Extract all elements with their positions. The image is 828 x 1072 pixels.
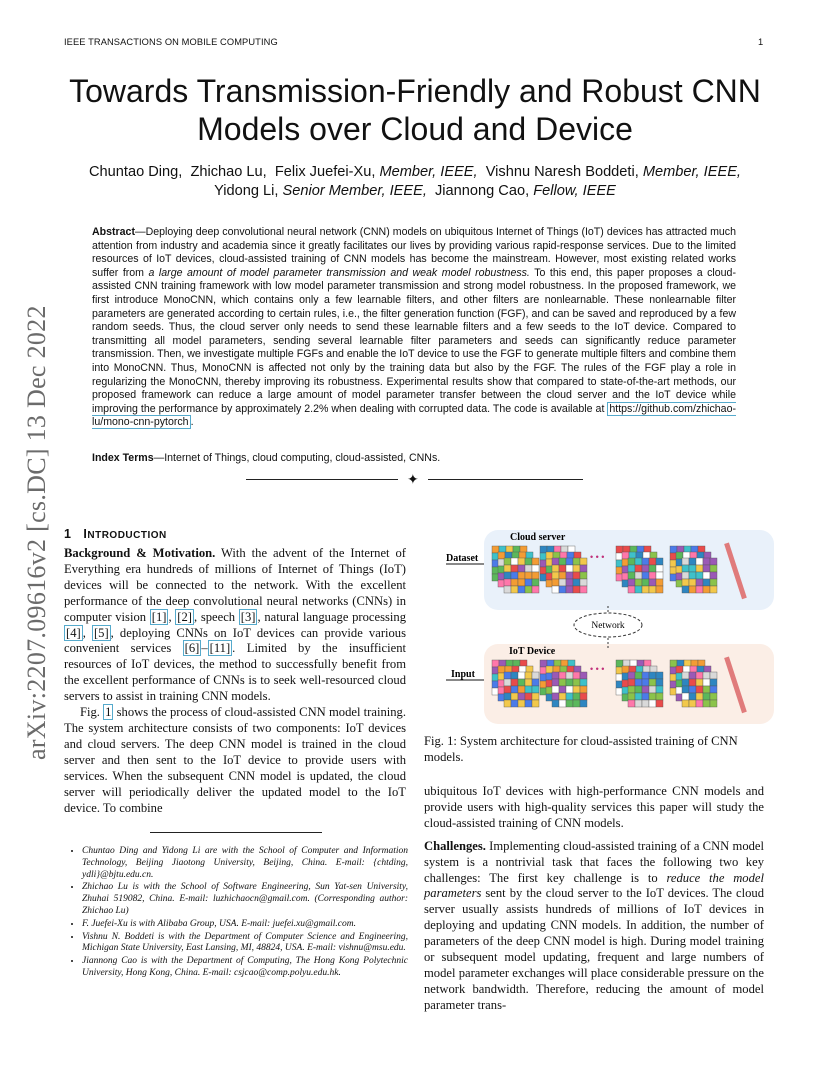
body-text: , deploying CNNs on IoT devices can provide various convenient services	[64, 625, 407, 656]
author-role: Member, IEEE,	[642, 164, 741, 180]
body-text: sent by the cloud server to the IoT devices. The cloud server usually assists hundreds of millions of IoT devices in deploying and updating CNN models. In addition, the number of parameters of the deep CNN model is high. During model training or subsequent model updating, frequent and large numbers of model parameter exchanges will place considerable pressure on the network bandwidth. Therefore, reducing the amount of model parameter trans-	[424, 886, 764, 1012]
footnote-item: • F. Juefei-Xu is with Alibaba Group, USA. E-mail: juefei.xu@gmail.com.	[82, 919, 408, 931]
system-architecture-figure	[440, 528, 776, 726]
body-text: , natural language processing	[257, 609, 406, 624]
body-text: –	[201, 641, 208, 656]
running-header: IEEE TRANSACTIONS ON MOBILE COMPUTING	[64, 37, 278, 47]
paragraph-challenges	[424, 839, 764, 1014]
citation-link[interactable]: [2]	[177, 609, 192, 624]
footnote-rule	[150, 832, 322, 833]
citation-link[interactable]: [1]	[151, 609, 167, 624]
section-title-rest: NTRODUCTION	[87, 530, 167, 541]
iot-device-label: IoT Device	[509, 646, 556, 657]
author-list	[40, 163, 790, 201]
page-number: 1	[758, 37, 764, 47]
body-text: , speech	[193, 609, 239, 624]
input-label: Input	[451, 669, 475, 680]
paragraph-intro: ubiquitous IoT devices with high-performance CNN models and provide users with high-quality services this paper will study the cloud-assisted training of CNN models.	[424, 784, 764, 830]
dataset-label: Dataset	[446, 553, 479, 564]
author-name: Yidong Li,	[214, 183, 279, 199]
body-text: With the advent of the Internet of Everything era hundreds of millions of Internet of Things (IoT) devices will be connected to the network. With the excellent performance of the deep convolutional neural networks (CNNs) in computer vision	[64, 546, 406, 624]
body-text: shows the process of cloud-assisted CNN model training. The system architecture consists of two components: IoT devices and cloud servers. The deep CNN model is trained in the cloud server and then sent to the IoT device to provide users with services. When the subsequent CNN model is updated, the cloud server will periodically deliver the updated model to the IoT device. To combine	[64, 705, 406, 815]
ellipsis-dots: • • •	[590, 664, 605, 674]
title-line-1: Towards Transmission-Friendly and Robust CNN	[69, 73, 761, 109]
footnote-item: • Jiannong Cao is with the Department of Computing, The Hong Kong Polytechnic University, Hong Kong, China. E-mail: csjcao@comp.polyu.edu.hk.	[82, 956, 408, 980]
section-number: 1	[64, 527, 72, 541]
abstract-text: To this end, this paper proposes a cloud-assisted CNN training framework with low model parameter transmission and strong model robustness. In the proposed framework, we first introduce MonoCNN, which contains only a few learnable filters, and other filters are nonlearnable. These nonlearnable filter parameters are generated according to certain rules, i.e., the filter generation function (FGF), and can be saved and reproduced by a few random seeds. Thus, the cloud server only needs to send these learnable filters and a few seeds to the IoT device. Compared to transmitting all model parameters, sending several learnable filter parameters and seeds can significantly reduce parameter transmission. Then, we investigate multiple FGFs and enable the IoT device to use the FGF to generate multiple filters and combine them into MonoCNN. Thus, MonoCNN is affected not only by the training data but also by the FGF. The rules of the FGF play a role in regularizing the MonoCNN, thereby improving its robustness. Experimental results show that compared to state-of-the-art methods, our proposed framework can reduce a large amount of model parameter transfer between the cloud server and the IoT device while improving the performance by approximately 2.2% when dealing with corrupted data. The code is available at	[92, 266, 736, 415]
separator-diamond-icon: ✦	[407, 471, 419, 487]
citation-link[interactable]: [5]	[93, 625, 109, 640]
body-text: Implementing cloud-assisted training of a CNN model system is a nontrivial task that faces the following two key challenges: The first key challenge is to	[424, 838, 764, 885]
body-text: ,	[168, 609, 176, 624]
cloud-server-label: Cloud server	[510, 532, 566, 543]
abstract-label: Abstract	[92, 226, 135, 238]
index-terms	[92, 452, 736, 464]
author-line-1	[40, 163, 790, 182]
abstract-text: .	[190, 416, 194, 429]
body-text: . Limited by the insufficient resources of IoT devices, the method to successfully benefit from the excellent performance of CNNs is to seek well-resourced cloud servers to assist in training CNN models.	[64, 641, 406, 704]
author-name: Felix Juefei-Xu,	[274, 164, 376, 180]
abstract	[92, 226, 736, 430]
author-role: Senior Member, IEEE,	[282, 183, 427, 199]
body-text: Fig.	[80, 705, 104, 720]
figure-caption: Fig. 1: System architecture for cloud-assisted training of CNN models.	[424, 734, 738, 764]
index-terms-text: —Internet of Things, cloud computing, cloud-assisted, CNNs.	[153, 452, 441, 464]
section-title-initial: I	[83, 527, 88, 541]
paragraph-system	[64, 705, 406, 816]
paper-title	[40, 72, 790, 148]
separator-line-left	[246, 479, 398, 480]
footnote-item: • Vishnu N. Boddeti is with the Department of Computer Science and Engineering, Michigan State University, East Lansing, MI, 48824, USA. E-mail: vishnu@msu.edu.	[82, 932, 408, 956]
left-column-body	[64, 546, 406, 816]
footnotes	[64, 846, 408, 981]
citation-link[interactable]: [6]	[184, 641, 200, 656]
citation-link[interactable]: [4]	[66, 625, 81, 640]
author-name: Chuntao Ding,	[89, 164, 183, 180]
right-column-body	[424, 784, 764, 1014]
author-name: Vishnu Naresh Boddeti,	[485, 164, 639, 180]
author-line-2	[40, 182, 790, 201]
abstract-emphasis: a large amount of model parameter transmission and weak model robustness.	[148, 266, 530, 279]
author-name: Jiannong Cao,	[435, 183, 530, 199]
abstract-text: —Deploying deep convolutional neural network (CNN) models on ubiquitous Internet of Things (IoT) devices has attracted much attention from industry and academia since it greatly facilitates our lives by providing various rapid-response services. Due to the limited resources of IoT devices, cloud-assisted training of CNN models has become the mainstream. However, most existing related works suffer from	[92, 226, 736, 279]
footnote-item: • Chuntao Ding and Yidong Li are with the School of Computer and Information Technology, Beijing Jiaotong University, Beijing, China. E-mail: {chtding, ydli}@bjtu.edu.cn.	[82, 846, 408, 881]
ellipsis-dots: • • •	[590, 552, 605, 562]
figure-link[interactable]: 1	[105, 705, 112, 720]
author-role: Member, IEEE,	[379, 164, 478, 180]
citation-link[interactable]: [11]	[209, 641, 231, 656]
paragraph-background	[64, 546, 406, 705]
paragraph-label: Background & Motivation.	[64, 546, 216, 560]
arxiv-identifier: arXiv:2207.09616v2 [cs.DC] 13 Dec 2022	[22, 305, 51, 760]
body-text: ,	[82, 625, 92, 640]
footnote-item: • Zhichao Lu is with the School of Software Engineering, Sun Yat-sen University, Zhuhai 519082, China. E-mail: luzhichaocn@gmail.com. (Corresponding author: Zhichao Lu)	[82, 882, 408, 917]
title-line-2: Models over Cloud and Device	[197, 111, 633, 147]
index-terms-label: Index Terms	[92, 452, 154, 464]
network-label: Network	[591, 621, 625, 631]
section-heading	[64, 527, 167, 541]
author-role: Fellow, IEEE	[533, 183, 616, 199]
separator-line-right	[428, 479, 583, 480]
body-emphasis: reduce the model parameters	[424, 870, 764, 901]
paragraph-label: Challenges.	[424, 838, 486, 853]
citation-link[interactable]: [3]	[240, 609, 256, 624]
author-name: Zhichao Lu,	[190, 164, 267, 180]
code-url-link[interactable]: https://github.com/zhichao-lu/mono-cnn-pytorch	[92, 402, 736, 429]
